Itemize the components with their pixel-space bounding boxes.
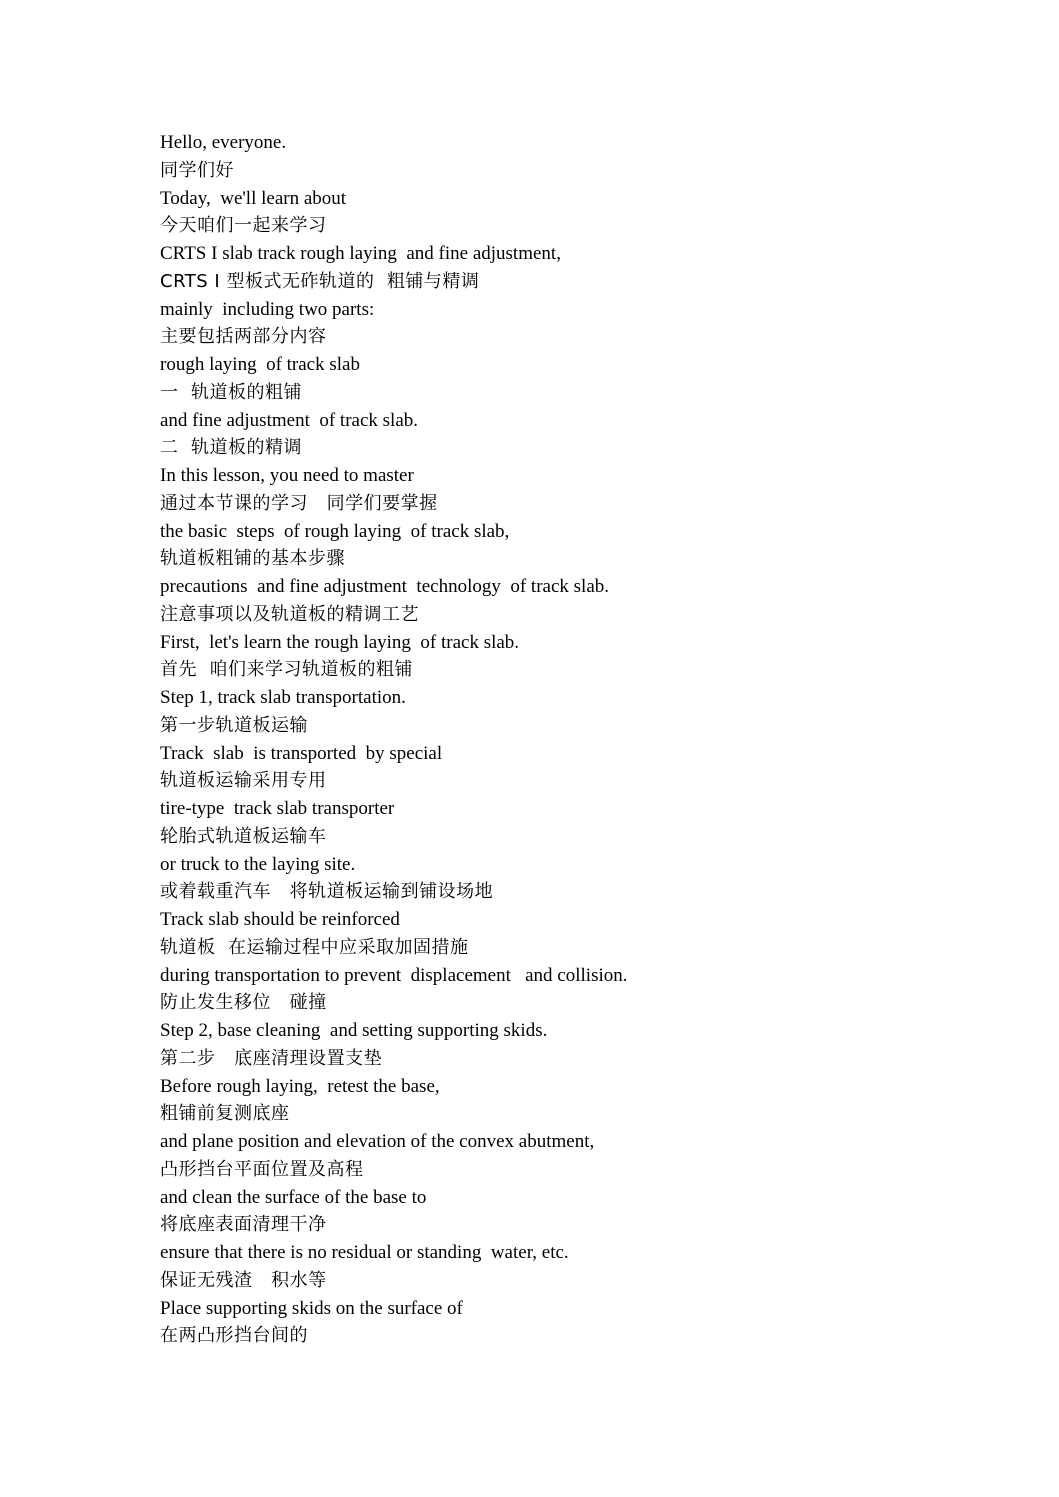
chinese-text-line: 首先 咱们来学习轨道板的粗铺 bbox=[160, 659, 413, 681]
chinese-text-line: 在两凸形挡台间的 bbox=[160, 1325, 308, 1347]
chinese-text-line: 同学们好 bbox=[160, 159, 234, 181]
english-text-line: and fine adjustment of track slab. bbox=[160, 409, 419, 431]
chinese-text-line: 第二步 底座清理设置支垫 bbox=[160, 1047, 383, 1069]
english-text-line: Today, we'll learn about bbox=[160, 187, 347, 209]
chinese-text-line: 通过本节课的学习 同学们要掌握 bbox=[160, 492, 438, 514]
chinese-text-line: 主要包括两部分内容 bbox=[160, 326, 327, 348]
english-text-line: the basic steps of rough laying of track slab, bbox=[160, 520, 510, 542]
english-text-line: tire-type track slab transporter bbox=[160, 798, 395, 819]
chinese-text-line: 一 轨道板的粗铺 bbox=[160, 381, 302, 403]
english-text-line: Before rough laying, retest the base, bbox=[160, 1075, 440, 1097]
english-text-line: Place supporting skids on the surface of bbox=[160, 1297, 463, 1319]
english-text-line: during transportation to prevent displacement and collision. bbox=[160, 964, 628, 986]
english-text-line: and plane position and elevation of the convex abutment, bbox=[160, 1131, 595, 1152]
english-text-line: Step 2, base cleaning and setting supporting skids. bbox=[160, 1020, 548, 1041]
chinese-text-line: 第一步轨道板运输 bbox=[160, 714, 308, 736]
english-text-line: or truck to the laying site. bbox=[160, 853, 356, 875]
english-text-line: Hello, everyone. bbox=[160, 132, 287, 153]
english-text-line: Track slab should be reinforced bbox=[160, 909, 400, 930]
chinese-text-line: CRTS Ⅰ 型板式无砟轨道的 粗铺与精调 bbox=[160, 270, 480, 292]
english-text-line: rough laying of track slab bbox=[160, 354, 360, 375]
english-text-line: CRTS I slab track rough laying and fine adjustment, bbox=[160, 243, 561, 264]
chinese-text-line: 保证无残渣 积水等 bbox=[160, 1269, 327, 1291]
chinese-text-line: 凸形挡台平面位置及高程 bbox=[160, 1158, 364, 1180]
english-text-line: precautions and fine adjustment technology of track slab. bbox=[160, 576, 610, 597]
chinese-text-line: 二 轨道板的精调 bbox=[160, 437, 302, 459]
chinese-text-line: 轮胎式轨道板运输车 bbox=[160, 825, 327, 847]
english-text-line: Step 1, track slab transportation. bbox=[160, 687, 406, 708]
chinese-text-line: 注意事项以及轨道板的精调工艺 bbox=[160, 603, 419, 625]
chinese-text-line: 轨道板运输采用专用 bbox=[160, 770, 327, 792]
english-text-line: Track slab is transported by special bbox=[160, 742, 443, 764]
chinese-text-line: 轨道板 在运输过程中应采取加固措施 bbox=[160, 936, 469, 958]
chinese-text-line: 或着载重汽车 将轨道板运输到铺设场地 bbox=[160, 881, 494, 903]
english-text-line: mainly including two parts: bbox=[160, 298, 375, 320]
chinese-text-line: 轨道板粗铺的基本步骤 bbox=[160, 548, 345, 570]
chinese-text-line: 今天咱们一起来学习 bbox=[160, 215, 327, 237]
chinese-text-line: 粗铺前复测底座 bbox=[160, 1103, 290, 1125]
english-text-line: ensure that there is no residual or standing water, etc. bbox=[160, 1242, 569, 1263]
chinese-text-line: 将底座表面清理干净 bbox=[160, 1214, 327, 1236]
english-text-line: First, let's learn the rough laying of track slab. bbox=[160, 631, 520, 653]
english-text-line: and clean the surface of the base to bbox=[160, 1186, 427, 1208]
document-body bbox=[160, 129, 980, 1350]
chinese-text-line: 防止发生移位 碰撞 bbox=[160, 992, 327, 1014]
english-text-line: In this lesson, you need to master bbox=[160, 465, 414, 486]
